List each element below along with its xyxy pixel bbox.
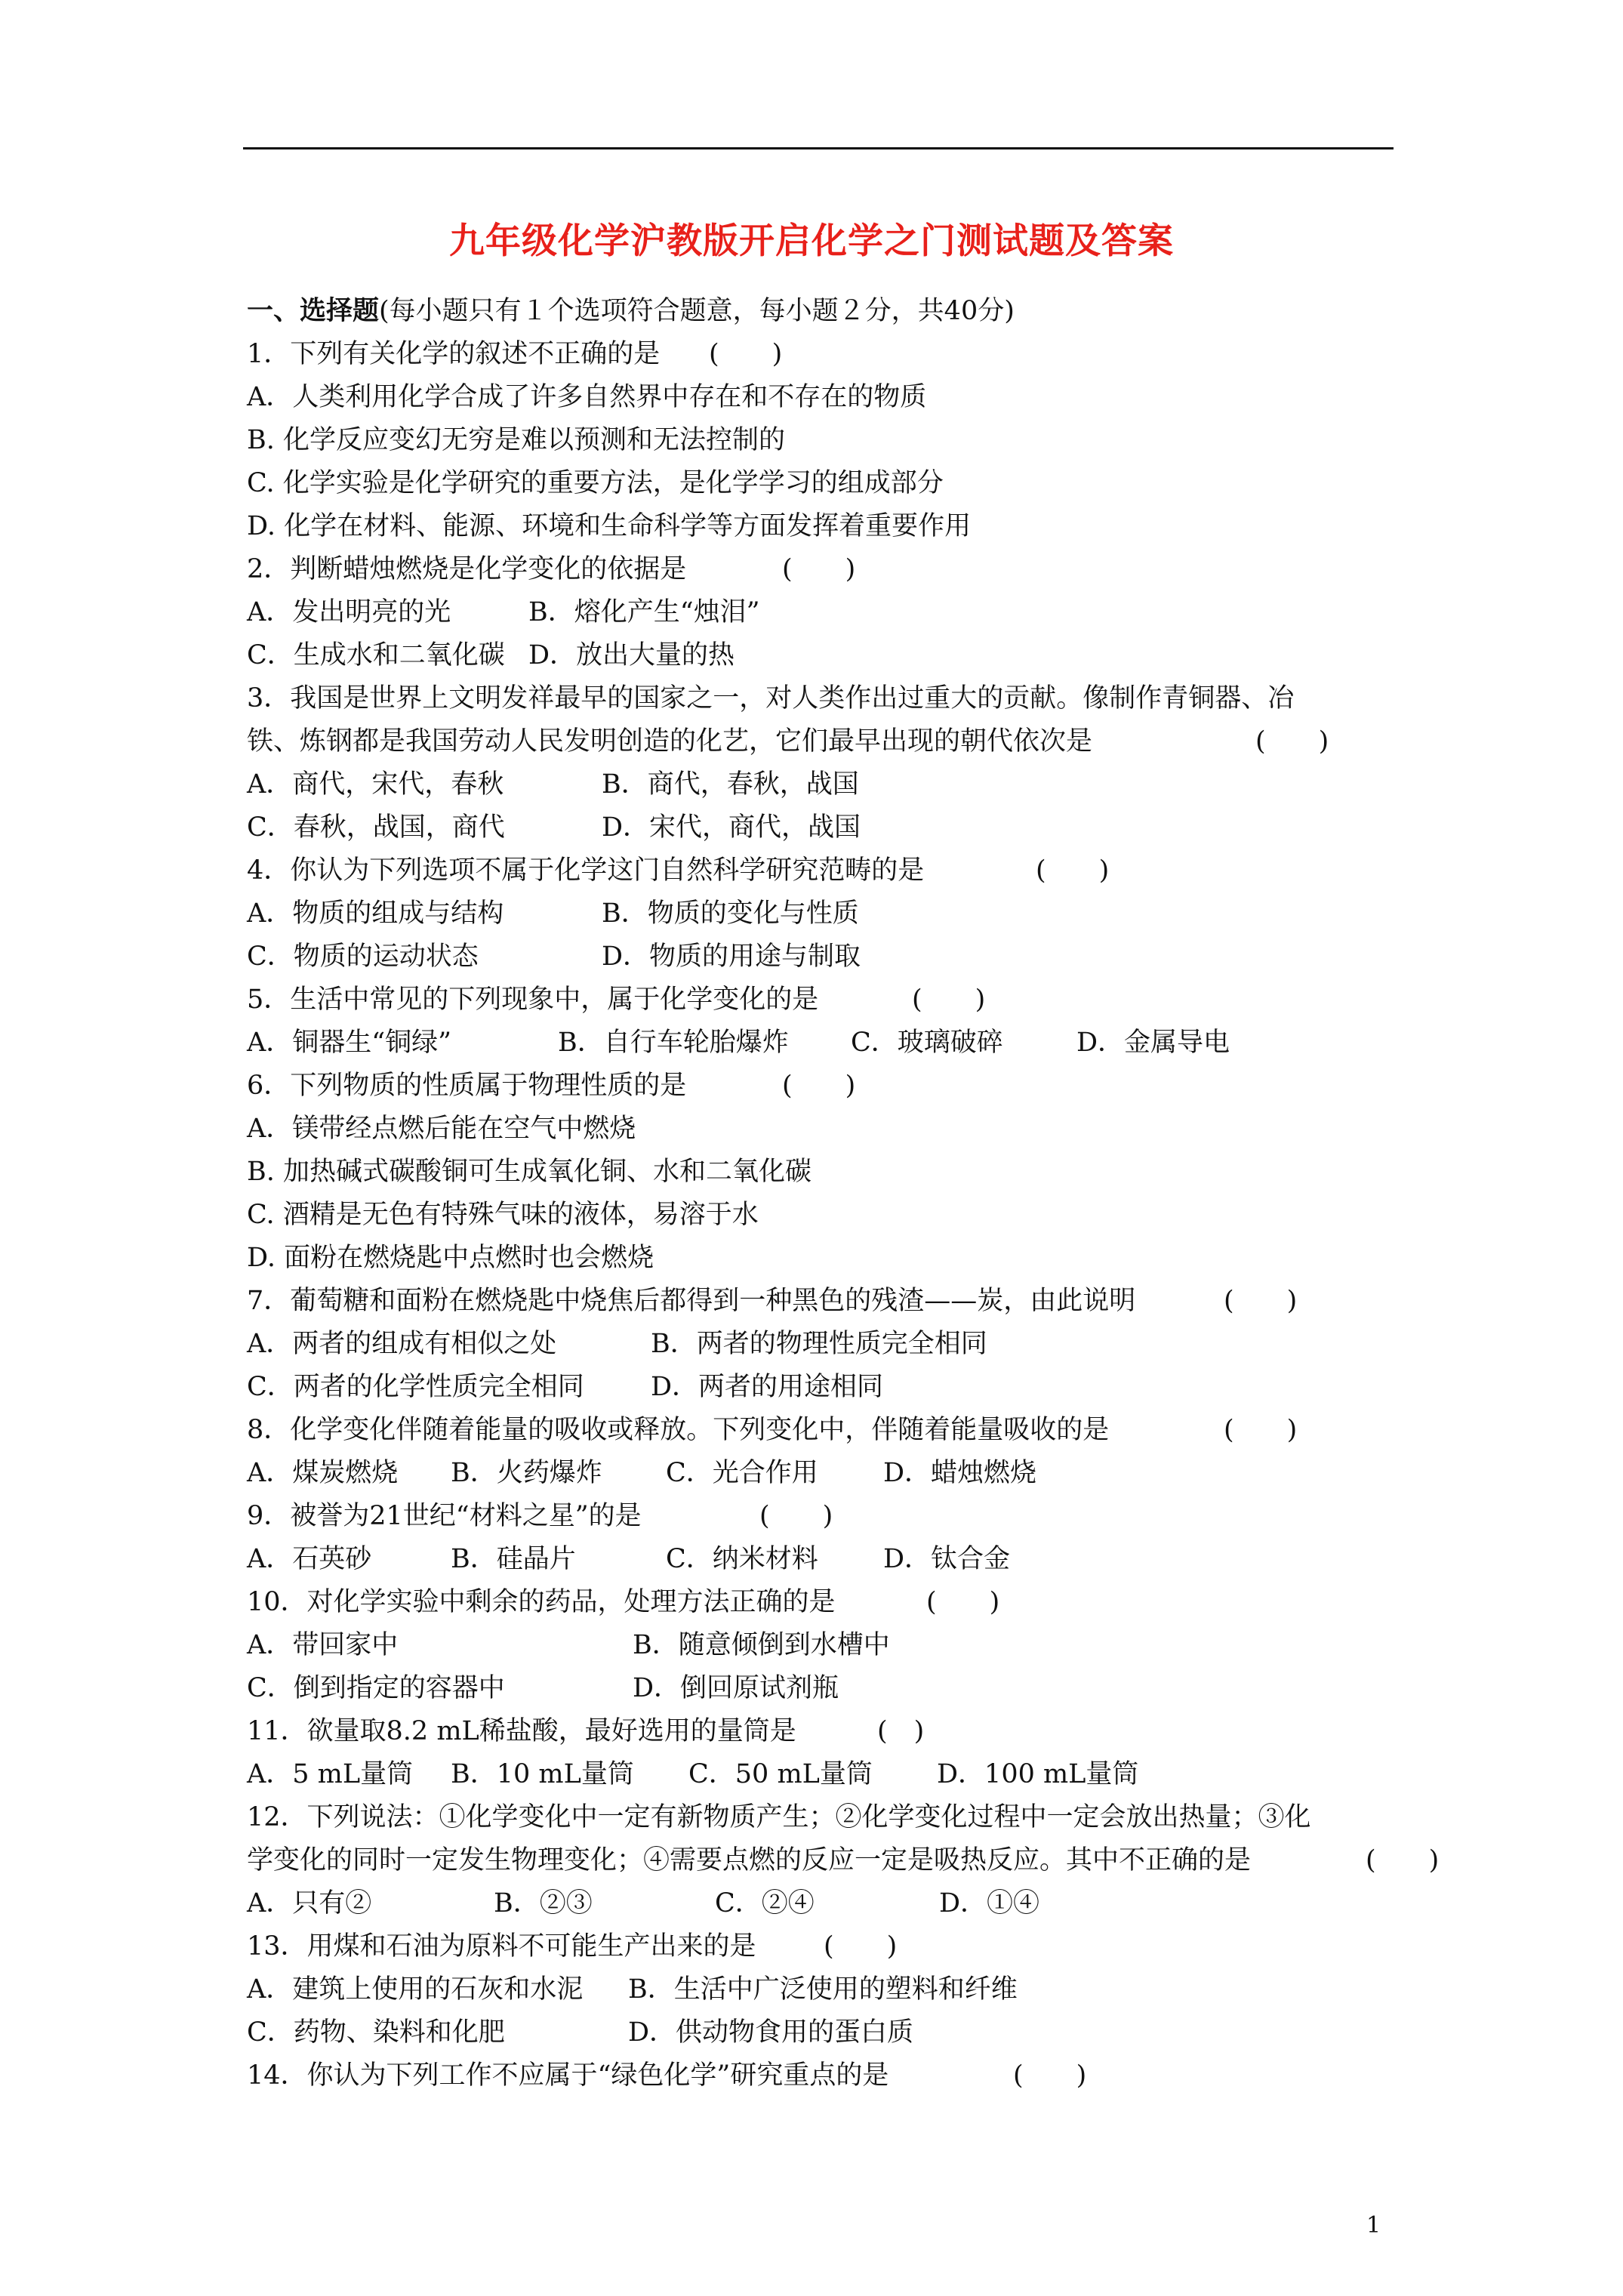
question-line <box>247 1796 1455 1839</box>
option-text: B．物质的变化与性质 <box>602 898 859 929</box>
header-rule <box>243 147 1394 149</box>
option-text: D．放出大量的热 <box>528 640 735 670</box>
option-text: ( ) <box>1366 1845 1440 1875</box>
page-number: 1 <box>1366 2212 1381 2239</box>
option-text: ( ) <box>912 985 986 1015</box>
question-line <box>247 548 1455 591</box>
question-line <box>247 591 1455 634</box>
option-text: B．商代，春秋，战国 <box>602 769 859 800</box>
line-text: 12．下列说法：①化学变化中一定有新物质产生；②化学变化过程中一定会放出热量；③化 <box>247 1802 1311 1832</box>
question-line <box>247 505 1455 548</box>
line-text: 学变化的同时一定发生物理变化；④需要点燃的反应一定是吸热反应。其中不正确的是 <box>247 1845 1252 1875</box>
question-line <box>247 1108 1455 1151</box>
line-text: 11．欲量取8.2 mL稀盐酸，最好选用的量筒是 <box>247 1716 796 1746</box>
section-heading: 一、选择题 <box>247 296 380 326</box>
line-text: A．两者的组成有相似之处 <box>247 1329 557 1359</box>
option-text: ( ) <box>926 1587 1000 1617</box>
option-text: B．硅晶片 <box>451 1544 576 1574</box>
document-title: 九年级化学沪教版开启化学之门测试题及答案 <box>449 220 1174 262</box>
line-text: 1．下列有关化学的叙述不正确的是 <box>247 339 661 369</box>
question-line <box>247 1022 1455 1065</box>
question-line <box>247 1667 1455 1710</box>
question-line <box>247 1968 1455 2011</box>
line-text: A．铜器生“铜绿” <box>247 1028 452 1058</box>
line-text: 13．用煤和石油为原料不可能生产出来的是 <box>247 1931 756 1962</box>
question-line <box>247 634 1455 677</box>
line-text: C．两者的化学性质完全相同 <box>247 1372 584 1402</box>
option-text: ( ) <box>759 1501 833 1531</box>
line-text: 6．下列物质的性质属于物理性质的是 <box>247 1071 687 1101</box>
option-text: D．钛合金 <box>883 1544 1011 1574</box>
option-text: ( ) <box>782 1071 856 1101</box>
question-line <box>247 720 1455 763</box>
line-text: A．煤炭燃烧 <box>247 1458 399 1488</box>
line-text: C．物质的运动状态 <box>247 942 479 972</box>
question-line <box>247 2011 1455 2054</box>
question-line <box>247 1624 1455 1667</box>
option-text: ( ) <box>1224 1286 1298 1316</box>
line-text: B. 化学反应变幻无穷是难以预测和无法控制的 <box>247 425 785 455</box>
question-line <box>247 892 1455 935</box>
line-text: A．镁带经点燃后能在空气中燃烧 <box>247 1114 636 1144</box>
option-text: B．火药爆炸 <box>451 1458 602 1488</box>
question-line <box>247 935 1455 978</box>
line-text: C．春秋，战国，商代 <box>247 812 505 843</box>
option-text: D．①④ <box>939 1888 1040 1918</box>
line-text: 5．生活中常见的下列现象中，属于化学变化的是 <box>247 985 819 1015</box>
question-line <box>247 1753 1455 1796</box>
section-heading-line <box>247 290 1455 333</box>
question-line <box>247 1882 1455 1925</box>
option-text: B．随意倾倒到水槽中 <box>633 1630 890 1660</box>
line-text: 铁、炼钢都是我国劳动人民发明创造的化艺，它们最早出现的朝代依次是 <box>247 726 1093 757</box>
line-text: A．人类利用化学合成了许多自然界中存在和不存在的物质 <box>247 382 927 412</box>
question-line <box>247 978 1455 1022</box>
line-text: 9．被誉为21世纪“材料之星”的是 <box>247 1501 642 1531</box>
line-text: 8．化学变化伴随着能量的吸收或释放。下列变化中，伴随着能量吸收的是 <box>247 1415 1110 1445</box>
question-line <box>247 1065 1455 1108</box>
question-line <box>247 1151 1455 1194</box>
option-text: ( ) <box>1255 726 1329 757</box>
line-text: C．倒到指定的容器中 <box>247 1673 505 1703</box>
option-text: B．10 mL量筒 <box>451 1759 634 1789</box>
line-text: C. 酒精是无色有特殊气味的液体，易溶于水 <box>247 1200 759 1230</box>
question-line <box>247 419 1455 462</box>
question-line <box>247 1452 1455 1495</box>
line-text: A．物质的组成与结构 <box>247 898 504 929</box>
line-text: 14．你认为下列工作不应属于“绿色化学”研究重点的是 <box>247 2060 889 2091</box>
option-text: D．宋代，商代，战国 <box>602 812 861 843</box>
line-text: C．生成水和二氧化碳 <box>247 640 505 670</box>
option-text: B．生活中广泛使用的塑料和纤维 <box>628 1974 1018 2005</box>
option-text: D．供动物食用的蛋白质 <box>628 2017 914 2048</box>
option-text: ( ) <box>824 1931 898 1962</box>
question-line <box>247 849 1455 892</box>
option-text: ( ) <box>782 554 856 584</box>
question-line <box>247 763 1455 806</box>
line-text: C. 化学实验是化学研究的重要方法，是化学学习的组成部分 <box>247 468 944 498</box>
option-text: D．蜡烛燃烧 <box>883 1458 1037 1488</box>
option-text: B．熔化产生“烛泪” <box>528 597 760 627</box>
question-line <box>247 806 1455 849</box>
option-text: C．50 mL量筒 <box>688 1759 873 1789</box>
option-text: D．金属导电 <box>1076 1028 1230 1058</box>
question-line <box>247 1237 1455 1280</box>
line-text: A．5 mL量筒 <box>247 1759 414 1789</box>
question-line <box>247 333 1455 376</box>
option-text: ( ) <box>1224 1415 1298 1445</box>
option-text: C．玻璃破碎 <box>851 1028 1003 1058</box>
question-line <box>247 1409 1455 1452</box>
line-text: 2．判断蜡烛燃烧是化学变化的依据是 <box>247 554 687 584</box>
option-text: C．光合作用 <box>666 1458 818 1488</box>
option-text: D．两者的用途相同 <box>651 1372 884 1402</box>
option-text: C．纳米材料 <box>666 1544 818 1574</box>
question-line <box>247 1280 1455 1323</box>
question-line <box>247 1581 1455 1624</box>
option-text: ( ) <box>709 339 783 369</box>
question-line <box>247 1495 1455 1538</box>
question-line <box>247 1323 1455 1366</box>
line-text: A．发出明亮的光 <box>247 597 451 627</box>
option-text: ( ) <box>877 1716 925 1746</box>
question-line <box>247 2054 1455 2097</box>
line-text: 10．对化学实验中剩余的药品，处理方法正确的是 <box>247 1587 836 1617</box>
option-text: B．②③ <box>494 1888 593 1918</box>
line-text: A．建筑上使用的石灰和水泥 <box>247 1974 584 2005</box>
question-lines <box>247 333 1455 2097</box>
line-text: 3．我国是世界上文明发祥最早的国家之一，对人类作出过重大的贡献。像制作青铜器、冶 <box>247 683 1295 713</box>
question-line <box>247 1710 1455 1753</box>
option-text: D．倒回原试剂瓶 <box>633 1673 839 1703</box>
option-text: D．100 mL量筒 <box>937 1759 1139 1789</box>
question-line <box>247 677 1455 720</box>
question-line <box>247 1366 1455 1409</box>
option-text: ( ) <box>1013 2060 1087 2091</box>
line-text: B. 加热碱式碳酸铜可生成氧化铜、水和二氧化碳 <box>247 1157 812 1187</box>
line-text: 4．你认为下列选项不属于化学这门自然科学研究范畴的是 <box>247 855 925 886</box>
option-text: B．两者的物理性质完全相同 <box>651 1329 987 1359</box>
question-line <box>247 1839 1455 1882</box>
question-body <box>247 290 1455 2097</box>
question-line <box>247 1194 1455 1237</box>
line-text: A．石英砂 <box>247 1544 372 1574</box>
option-text: B．自行车轮胎爆炸 <box>558 1028 789 1058</box>
line-text: A．只有② <box>247 1888 372 1918</box>
question-line <box>247 1538 1455 1581</box>
line-text: A．商代，宋代，春秋 <box>247 769 504 800</box>
line-text: A．带回家中 <box>247 1630 399 1660</box>
question-line <box>247 376 1455 419</box>
line-text: D. 面粉在燃烧匙中点燃时也会燃烧 <box>247 1243 654 1273</box>
question-line <box>247 462 1455 505</box>
line-text: C．药物、染料和化肥 <box>247 2017 505 2048</box>
section-note: (每小题只有１个选项符合题意，每小题２分，共40分) <box>379 296 1015 326</box>
option-text: ( ) <box>1036 855 1110 886</box>
line-text: D. 化学在材料、能源、环境和生命科学等方面发挥着重要作用 <box>247 511 972 541</box>
option-text: D．物质的用途与制取 <box>602 942 861 972</box>
question-line <box>247 1925 1455 1968</box>
option-text: C．②④ <box>715 1888 815 1918</box>
line-text: 7．葡萄糖和面粉在燃烧匙中烧焦后都得到一种黑色的残渣——炭，由此说明 <box>247 1286 1136 1316</box>
